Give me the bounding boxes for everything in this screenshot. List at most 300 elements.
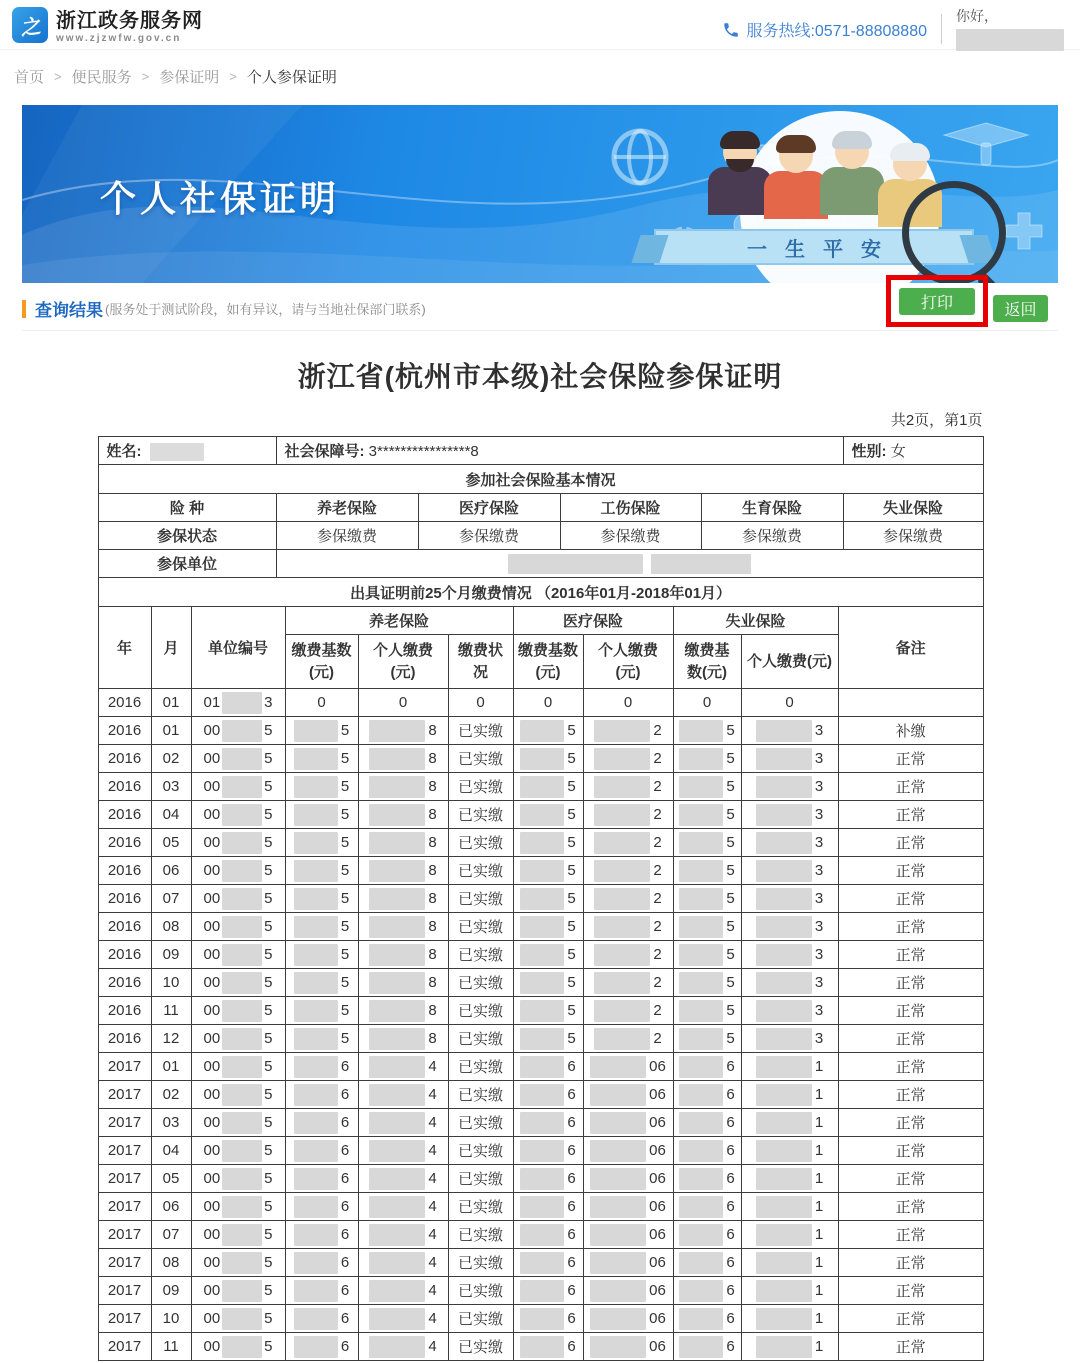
redacted-username — [956, 29, 1064, 51]
medical-personal-cell: 06 — [583, 1165, 673, 1193]
year-cell: 2016 — [98, 829, 151, 857]
redacted-value — [590, 1112, 646, 1134]
redacted-value — [369, 1196, 425, 1218]
payment-status-cell: 已实缴 — [448, 941, 513, 969]
unemployment-personal-cell: 1 — [741, 1333, 838, 1361]
unit-number-cell: 00 5 — [191, 773, 285, 801]
sub-pension-personal: 个人缴费(元) — [358, 635, 448, 689]
brand-name: 浙江政务服务网 — [56, 10, 203, 32]
unemployment-personal-cell: 3 — [741, 969, 838, 997]
breadcrumb-item[interactable]: 便民服务 — [71, 69, 132, 86]
print-button[interactable]: 打印 — [899, 288, 975, 315]
redacted-value — [369, 832, 425, 854]
unemployment-base-cell: 6 — [673, 1333, 741, 1361]
ribbon-text: 一生平安 — [747, 238, 899, 261]
month-cell: 08 — [151, 1249, 191, 1277]
unemployment-base-cell: 5 — [673, 969, 741, 997]
redacted-value — [594, 888, 650, 910]
pension-personal-cell: 8 — [358, 913, 448, 941]
payment-row — [98, 717, 983, 745]
redacted-value — [294, 804, 338, 826]
unemployment-base-cell: 0 — [673, 689, 741, 717]
pension-base-cell: 6 — [285, 1333, 358, 1361]
pension-personal-cell: 8 — [358, 829, 448, 857]
payment-status-cell: 已实缴 — [448, 801, 513, 829]
gender-cell — [843, 437, 983, 465]
redacted-value — [294, 944, 338, 966]
payment-section-row — [98, 578, 983, 607]
payment-row — [98, 969, 983, 997]
medical-personal-cell: 2 — [583, 997, 673, 1025]
medical-personal-cell: 06 — [583, 1249, 673, 1277]
unit-number-cell: 00 5 — [191, 1333, 285, 1361]
pension-base-cell: 6 — [285, 1193, 358, 1221]
payment-status-cell: 已实缴 — [448, 1221, 513, 1249]
redacted-value — [590, 1280, 646, 1302]
year-cell: 2016 — [98, 885, 151, 913]
unemployment-base-cell: 6 — [673, 1221, 741, 1249]
unemployment-base-cell: 5 — [673, 773, 741, 801]
unemployment-personal-cell: 1 — [741, 1221, 838, 1249]
pension-base-cell: 5 — [285, 829, 358, 857]
gender-label: 性别: — [851, 443, 887, 460]
year-cell: 2017 — [98, 1165, 151, 1193]
year-cell: 2017 — [98, 1221, 151, 1249]
payment-status-cell: 已实缴 — [448, 829, 513, 857]
medical-base-cell: 5 — [513, 717, 583, 745]
redacted-value — [756, 860, 812, 882]
pension-personal-cell: 4 — [358, 1221, 448, 1249]
unit-number-cell: 00 5 — [191, 717, 285, 745]
unemployment-base-cell: 6 — [673, 1305, 741, 1333]
redacted-value — [222, 832, 262, 854]
back-button[interactable]: 返回 — [993, 295, 1048, 322]
medical-base-cell: 6 — [513, 1249, 583, 1277]
redacted-value — [679, 1280, 723, 1302]
remark-cell: 正常 — [838, 1221, 983, 1249]
medical-base-cell: 5 — [513, 997, 583, 1025]
unemployment-base-cell: 6 — [673, 1249, 741, 1277]
redacted-value — [679, 944, 723, 966]
redacted-value — [590, 1196, 646, 1218]
unit-number-cell: 00 5 — [191, 1109, 285, 1137]
redacted-value — [520, 1140, 564, 1162]
unemployment-base-cell: 5 — [673, 885, 741, 913]
unemployment-personal-cell: 1 — [741, 1277, 838, 1305]
redacted-value — [679, 1028, 723, 1050]
redacted-value — [294, 1084, 338, 1106]
unemployment-personal-cell: 3 — [741, 913, 838, 941]
pension-base-cell: 6 — [285, 1165, 358, 1193]
pension-personal-cell: 8 — [358, 801, 448, 829]
redacted-value — [679, 1056, 723, 1078]
insurance-status-cell: 参保缴费 — [560, 522, 701, 550]
redacted-value — [594, 1000, 650, 1022]
hotline-text: 服务热线:0571-88808880 — [746, 23, 927, 40]
logo-icon — [12, 7, 48, 43]
breadcrumb-item[interactable]: 首页 — [14, 69, 45, 86]
month-cell: 08 — [151, 913, 191, 941]
redacted-value — [594, 944, 650, 966]
payment-row — [98, 941, 983, 969]
medical-base-cell: 6 — [513, 1165, 583, 1193]
redacted-value — [520, 1308, 564, 1330]
month-cell: 04 — [151, 801, 191, 829]
unemployment-personal-cell: 3 — [741, 1025, 838, 1053]
pension-base-cell: 6 — [285, 1081, 358, 1109]
unit-number-cell: 00 5 — [191, 1053, 285, 1081]
year-cell: 2017 — [98, 1081, 151, 1109]
redacted-value — [756, 1140, 812, 1162]
month-cell: 02 — [151, 1081, 191, 1109]
redacted-value — [756, 1280, 812, 1302]
medical-base-cell: 5 — [513, 801, 583, 829]
payment-row — [98, 1333, 983, 1361]
insurance-status-row — [98, 522, 983, 550]
unit-number-cell: 00 5 — [191, 1249, 285, 1277]
pension-personal-cell: 0 — [358, 689, 448, 717]
redacted-value — [222, 1140, 262, 1162]
remark-cell: 正常 — [838, 745, 983, 773]
redacted-employer — [651, 554, 751, 574]
unemployment-personal-cell: 3 — [741, 857, 838, 885]
month-cell: 07 — [151, 885, 191, 913]
redacted-value — [222, 888, 262, 910]
hotline — [722, 18, 927, 41]
pension-personal-cell: 8 — [358, 941, 448, 969]
redacted-value — [756, 972, 812, 994]
site-logo[interactable] — [12, 4, 203, 44]
group-medical: 医疗保险 — [513, 607, 673, 635]
payment-group-header-row — [98, 607, 983, 635]
remark-cell: 正常 — [838, 969, 983, 997]
medical-base-cell: 5 — [513, 829, 583, 857]
unit-number-cell: 00 5 — [191, 913, 285, 941]
unemployment-personal-cell: 1 — [741, 1081, 838, 1109]
payment-row — [98, 773, 983, 801]
payment-section-title-cell — [98, 578, 983, 607]
month-cell: 06 — [151, 1193, 191, 1221]
payment-row — [98, 1165, 983, 1193]
redacted-value — [369, 1336, 425, 1358]
redacted-value — [520, 1084, 564, 1106]
redacted-value — [294, 1168, 338, 1190]
pension-base-cell: 5 — [285, 857, 358, 885]
pension-personal-cell: 4 — [358, 1053, 448, 1081]
redacted-value — [369, 1140, 425, 1162]
redacted-value — [369, 1056, 425, 1078]
redacted-value — [369, 888, 425, 910]
redacted-value — [679, 1000, 723, 1022]
redacted-value — [369, 1028, 425, 1050]
redacted-value — [679, 832, 723, 854]
redacted-value — [594, 1028, 650, 1050]
col-remark: 备注 — [838, 607, 983, 689]
redacted-value — [756, 1000, 812, 1022]
redacted-value — [679, 1308, 723, 1330]
gender-value: 女 — [890, 443, 906, 460]
redacted-value — [679, 860, 723, 882]
remark-cell: 正常 — [838, 1193, 983, 1221]
payment-status-cell: 已实缴 — [448, 773, 513, 801]
sub-medical-base: 缴费基数(元) — [513, 635, 583, 689]
redacted-value — [679, 720, 723, 742]
redacted-value — [520, 1224, 564, 1246]
pension-base-cell: 5 — [285, 745, 358, 773]
redacted-value — [590, 1308, 646, 1330]
pension-personal-cell: 4 — [358, 1081, 448, 1109]
redacted-value — [520, 748, 564, 770]
medical-personal-cell: 06 — [583, 1305, 673, 1333]
redacted-value — [222, 1308, 262, 1330]
pension-base-cell: 6 — [285, 1249, 358, 1277]
medical-base-cell: 5 — [513, 773, 583, 801]
year-cell: 2016 — [98, 773, 151, 801]
result-title: 查询结果 — [35, 301, 103, 320]
medical-base-cell: 5 — [513, 969, 583, 997]
redacted-value — [520, 860, 564, 882]
redacted-value — [594, 972, 650, 994]
pension-base-cell: 5 — [285, 1025, 358, 1053]
year-cell: 2016 — [98, 997, 151, 1025]
redacted-value — [369, 1112, 425, 1134]
payment-row — [98, 1053, 983, 1081]
redacted-value — [222, 1000, 262, 1022]
month-cell: 12 — [151, 1025, 191, 1053]
redacted-value — [679, 1252, 723, 1274]
unemployment-personal-cell: 1 — [741, 1249, 838, 1277]
redacted-value — [520, 1168, 564, 1190]
payment-status-cell: 已实缴 — [448, 1137, 513, 1165]
insurance-types-row — [98, 494, 983, 522]
remark-cell: 正常 — [838, 773, 983, 801]
page-banner — [22, 105, 1058, 283]
redacted-value — [679, 804, 723, 826]
redacted-value — [756, 804, 812, 826]
redacted-value — [679, 1336, 723, 1358]
month-cell: 06 — [151, 857, 191, 885]
redacted-value — [222, 804, 262, 826]
payment-status-cell: 已实缴 — [448, 1277, 513, 1305]
remark-cell: 正常 — [838, 801, 983, 829]
unemployment-base-cell: 5 — [673, 829, 741, 857]
basic-section-title: 参加社会保险基本情况 — [98, 465, 983, 494]
month-cell: 11 — [151, 997, 191, 1025]
payment-row — [98, 1137, 983, 1165]
pension-base-cell: 6 — [285, 1109, 358, 1137]
redacted-value — [222, 972, 262, 994]
unit-number-cell: 00 5 — [191, 885, 285, 913]
year-cell: 2017 — [98, 1277, 151, 1305]
redacted-value — [294, 720, 338, 742]
medical-personal-cell: 06 — [583, 1053, 673, 1081]
breadcrumb — [0, 50, 1080, 99]
redacted-value — [590, 1336, 646, 1358]
redacted-value — [756, 916, 812, 938]
redacted-value — [294, 1252, 338, 1274]
group-pension: 养老保险 — [285, 607, 513, 635]
redacted-value — [222, 1336, 262, 1358]
sub-unemployment-personal: 个人缴费(元) — [741, 635, 838, 689]
insurance-type-cell: 生育保险 — [701, 494, 843, 522]
redacted-value — [222, 1280, 262, 1302]
payment-row — [98, 745, 983, 773]
unit-number-cell: 00 5 — [191, 1193, 285, 1221]
redacted-value — [222, 1112, 262, 1134]
unit-number-cell: 00 5 — [191, 1165, 285, 1193]
unit-number-cell: 00 5 — [191, 1221, 285, 1249]
redacted-value — [294, 1224, 338, 1246]
medical-personal-cell: 06 — [583, 1221, 673, 1249]
medical-personal-cell: 06 — [583, 1193, 673, 1221]
pension-base-cell: 5 — [285, 997, 358, 1025]
pension-base-cell: 5 — [285, 969, 358, 997]
redacted-value — [222, 1084, 262, 1106]
redacted-name — [150, 443, 204, 461]
payment-status-cell: 已实缴 — [448, 1333, 513, 1361]
redacted-value — [590, 1056, 646, 1078]
sub-medical-personal: 个人缴费(元) — [583, 635, 673, 689]
payment-row — [98, 997, 983, 1025]
redacted-value — [756, 1196, 812, 1218]
unemployment-personal-cell: 1 — [741, 1305, 838, 1333]
insurance-type-cell: 工伤保险 — [560, 494, 701, 522]
col-month: 月 — [151, 607, 191, 689]
medical-base-cell: 5 — [513, 913, 583, 941]
year-cell: 2016 — [98, 857, 151, 885]
payment-section-range: （2016年01月-2018年01月） — [535, 584, 732, 602]
unit-number-cell: 00 5 — [191, 997, 285, 1025]
redacted-value — [756, 748, 812, 770]
month-cell: 01 — [151, 1053, 191, 1081]
month-cell: 09 — [151, 1277, 191, 1305]
redacted-value — [369, 1252, 425, 1274]
unemployment-personal-cell: 1 — [741, 1137, 838, 1165]
redacted-value — [520, 1056, 564, 1078]
payment-table — [98, 577, 984, 1361]
year-cell: 2016 — [98, 1025, 151, 1053]
employer-value-cell — [276, 550, 983, 578]
payment-row — [98, 1249, 983, 1277]
unit-number-cell: 00 5 — [191, 969, 285, 997]
pension-personal-cell: 8 — [358, 773, 448, 801]
redacted-value — [590, 1224, 646, 1246]
payment-row — [98, 829, 983, 857]
redacted-value — [294, 1056, 338, 1078]
payment-rows — [98, 689, 983, 1361]
unit-number-cell: 00 5 — [191, 857, 285, 885]
year-cell: 2016 — [98, 689, 151, 717]
pension-personal-cell: 8 — [358, 717, 448, 745]
redacted-value — [679, 1224, 723, 1246]
redacted-value — [294, 1000, 338, 1022]
redacted-value — [222, 1224, 262, 1246]
medical-base-cell: 5 — [513, 885, 583, 913]
redacted-value — [369, 1168, 425, 1190]
year-cell: 2017 — [98, 1333, 151, 1361]
redacted-value — [294, 1280, 338, 1302]
greeting-text: 你好， — [956, 8, 998, 24]
redacted-value — [594, 748, 650, 770]
banner-title: 个人社保证明 — [100, 178, 341, 219]
redacted-value — [679, 748, 723, 770]
month-cell: 01 — [151, 689, 191, 717]
medical-personal-cell: 2 — [583, 857, 673, 885]
redacted-value — [520, 1280, 564, 1302]
redacted-value — [222, 1028, 262, 1050]
header-divider — [941, 14, 942, 44]
unemployment-base-cell: 5 — [673, 1025, 741, 1053]
redacted-value — [294, 860, 338, 882]
year-cell: 2017 — [98, 1305, 151, 1333]
remark-cell: 正常 — [838, 1053, 983, 1081]
unit-number-cell: 00 5 — [191, 1137, 285, 1165]
year-cell: 2017 — [98, 1109, 151, 1137]
medical-base-cell: 6 — [513, 1333, 583, 1361]
redacted-value — [594, 776, 650, 798]
redacted-value — [756, 1056, 812, 1078]
pension-base-cell: 5 — [285, 913, 358, 941]
payment-status-cell: 已实缴 — [448, 857, 513, 885]
breadcrumb-current: 个人参保证明 — [246, 69, 337, 86]
redacted-value — [369, 804, 425, 826]
year-cell: 2016 — [98, 717, 151, 745]
insurance-status-cell: 参保缴费 — [276, 522, 418, 550]
medical-base-cell: 5 — [513, 857, 583, 885]
ssn-cell — [276, 437, 843, 465]
ssn-value: 3****************8 — [368, 443, 479, 460]
redacted-value — [520, 1336, 564, 1358]
certificate-title: 浙江省(杭州市本级)社会保险参保证明 — [297, 361, 783, 392]
breadcrumb-item[interactable]: 参保证明 — [159, 69, 220, 86]
section-header-row — [98, 465, 983, 494]
redacted-value — [520, 720, 564, 742]
redacted-value — [369, 944, 425, 966]
payment-row — [98, 885, 983, 913]
month-cell: 05 — [151, 1165, 191, 1193]
pension-personal-cell: 4 — [358, 1193, 448, 1221]
year-cell: 2016 — [98, 969, 151, 997]
query-result-bar — [22, 287, 1058, 331]
payment-status-cell: 已实缴 — [448, 969, 513, 997]
payment-status-cell: 0 — [448, 689, 513, 717]
remark-cell: 正常 — [838, 1249, 983, 1277]
unemployment-base-cell: 6 — [673, 1137, 741, 1165]
unemployment-personal-cell: 3 — [741, 941, 838, 969]
pension-base-cell: 0 — [285, 689, 358, 717]
medical-base-cell: 0 — [513, 689, 583, 717]
unemployment-base-cell: 6 — [673, 1277, 741, 1305]
pension-personal-cell: 4 — [358, 1109, 448, 1137]
unemployment-base-cell: 5 — [673, 717, 741, 745]
redacted-value — [756, 1028, 812, 1050]
pension-base-cell: 6 — [285, 1221, 358, 1249]
remark-cell: 正常 — [838, 857, 983, 885]
medical-personal-cell: 2 — [583, 941, 673, 969]
payment-row — [98, 1025, 983, 1053]
breadcrumb-separator-icon: > — [54, 69, 62, 84]
payment-row — [98, 1193, 983, 1221]
redacted-value — [756, 776, 812, 798]
remark-cell: 正常 — [838, 1165, 983, 1193]
redacted-value — [756, 1252, 812, 1274]
unemployment-personal-cell: 1 — [741, 1053, 838, 1081]
payment-row — [98, 1305, 983, 1333]
pension-base-cell: 5 — [285, 941, 358, 969]
month-cell: 03 — [151, 773, 191, 801]
unemployment-personal-cell: 3 — [741, 717, 838, 745]
status-label-cell: 参保状态 — [98, 522, 276, 550]
